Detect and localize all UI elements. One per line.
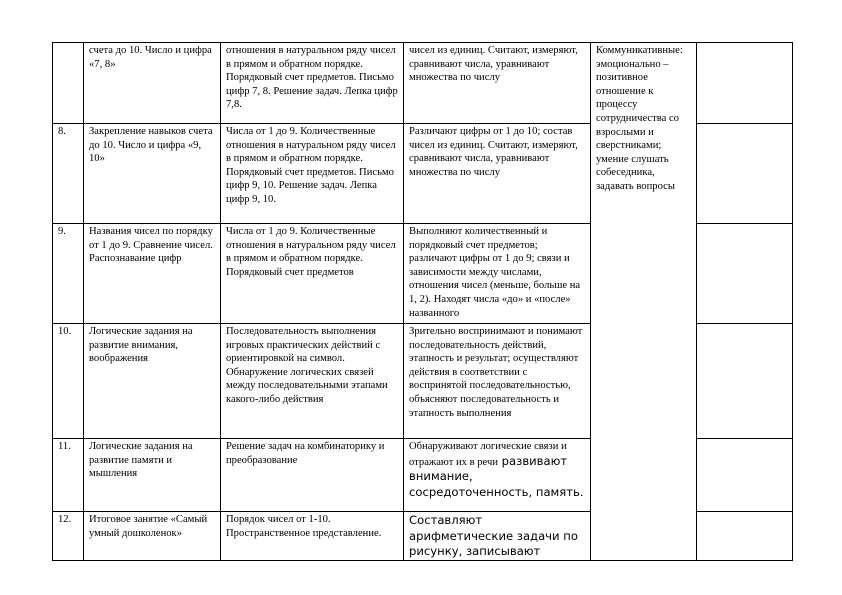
lesson-plan-table: [52, 42, 793, 561]
table-row: [53, 43, 793, 124]
content-cell: отношения в натуральном ряду чисел в прямом и обратном порядке. Порядковый счет предметов. Письмо цифр 7, 8. Решение задач. Лепка цифр 7,8.: [221, 43, 404, 124]
content-cell: Числа от 1 до 9. Количественные отношения в натуральном ряду чисел в прямом и обратном порядке. Порядковый счет предметов: [221, 224, 404, 324]
topic-cell: Названия чисел по порядку от 1 до 9. Сравнение чисел. Распознавание цифр: [84, 224, 221, 324]
row-number: [53, 43, 84, 124]
activities-cell: [404, 439, 591, 512]
row-number: 11.: [53, 439, 84, 512]
empty-cell: [697, 224, 793, 324]
activities-cell: [404, 324, 591, 439]
competencies-cell: Коммуникативные: эмоционально – позитивное отношение к процессу сотрудничества со взрослыми и сверстниками; умение слушать собеседника, задавать вопросы: [591, 43, 697, 561]
activities-cell: [404, 43, 591, 124]
empty-cell: [697, 512, 793, 561]
activities-text: Выполняют количественный и порядковый счет предметов; различают цифры от 1 до 9; связи и зависимости между числами, отношения чисел (меньше, больше на 1, 2). Находят числа «до» и «после» названного: [409, 226, 581, 319]
activities-cell: [404, 512, 591, 561]
empty-cell: [697, 43, 793, 124]
content-cell: Числа от 1 до 9. Количественные отношения в натуральном ряду чисел в прямом и обратном порядке. Порядковый счет предметов. Письмо цифр 9, 10. Решение задач. Лепка цифр 9, 10.: [221, 124, 404, 224]
activities-cell: [404, 124, 591, 224]
activities-extra-text: Составляют арифметические задачи по рисунку, записывают: [409, 513, 578, 559]
topic-cell: счета до 10. Число и цифра «7, 8»: [84, 43, 221, 124]
activities-extra-text: развивают внимание, сосредоточенность, память.: [409, 453, 584, 499]
activities-cell: [404, 224, 591, 324]
content-cell: Решение задач на комбинаторику и преобразование: [221, 439, 404, 512]
activities-text: Различают цифры от 1 до 10; состав чисел из единиц. Считают, измеряют, сравнивают числа, уравнивают множества по числу: [409, 126, 578, 178]
row-number: 8.: [53, 124, 84, 224]
activities-text: чисел из единиц. Считают, измеряют, сравнивают числа, уравнивают множества по числу: [409, 45, 578, 84]
content-cell: Последовательность выполнения игровых практических действий с ориентировкой на символ. Обнаружение логических связей между последовательными этапами какого-либо действия: [221, 324, 404, 439]
topic-cell: Закрепление навыков счета до 10. Число и цифра «9, 10»: [84, 124, 221, 224]
topic-cell: Логические задания на развитие внимания, воображения: [84, 324, 221, 439]
empty-cell: [697, 439, 793, 512]
row-number: 9.: [53, 224, 84, 324]
topic-cell: Итоговое занятие «Самый умный дошколенок»: [84, 512, 221, 561]
activities-text: Зрительно воспринимают и понимают последовательность действий, этапность и результат; осуществляют действия в соответствии с воспринятой последовательностью, объясняют последовательность и этапность выполнения: [409, 326, 583, 419]
row-number: 12.: [53, 512, 84, 561]
content-cell: Порядок чисел от 1-10. Пространственное представление.: [221, 512, 404, 561]
activities-text: Обнаруживают логические связи и отражают их в речи: [409, 441, 567, 468]
empty-cell: [697, 124, 793, 224]
empty-cell: [697, 324, 793, 439]
row-number: 10.: [53, 324, 84, 439]
topic-cell: Логические задания на развитие памяти и мышления: [84, 439, 221, 512]
